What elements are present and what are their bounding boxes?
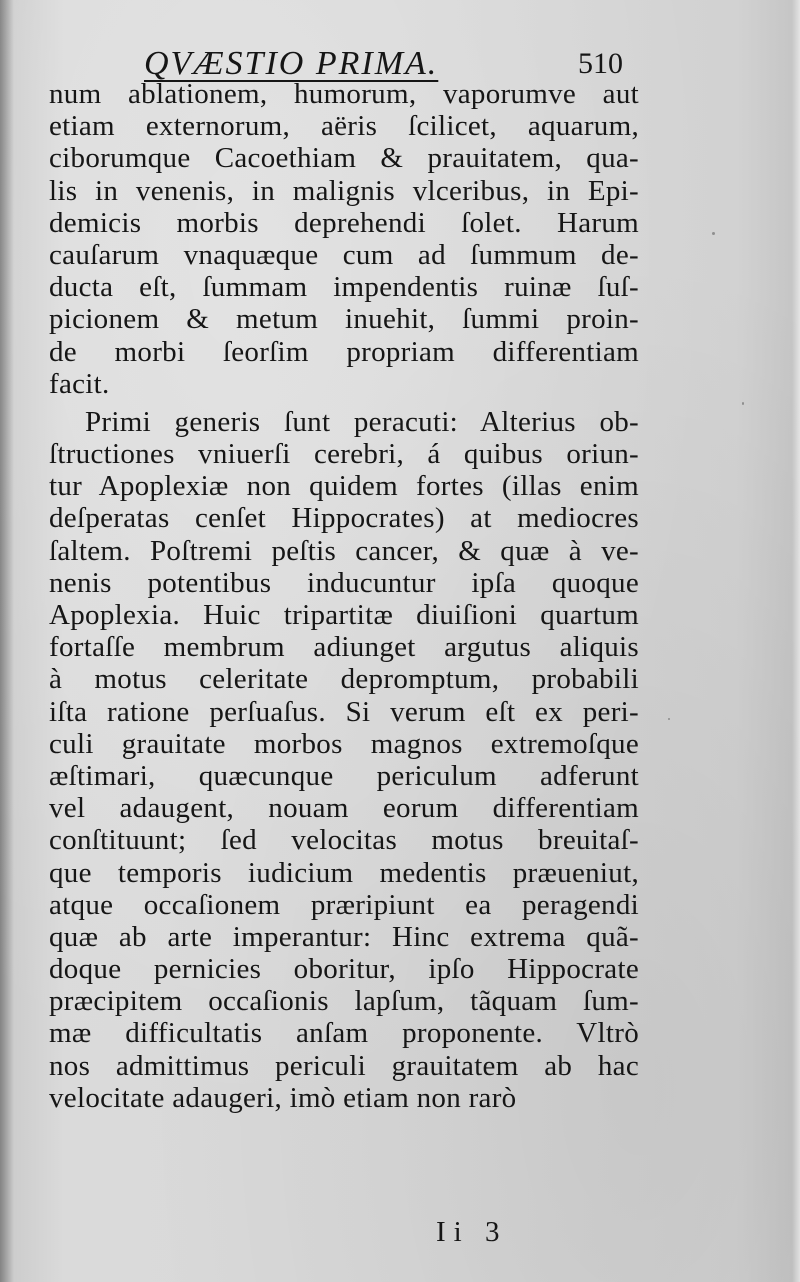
text-line: de morbi ſeorſim propriam differentiam [49,335,639,368]
text-line: lis in venenis, in malignis vlceribus, in Epi- [49,174,639,207]
binding-shadow [0,0,14,1282]
paper-speck [668,718,670,720]
text-line: à motus celeritate depromptum, probabili [49,663,639,696]
text-line: nos admittimus periculi grauitatem ab hac [49,1049,639,1082]
text-line: vel adaugent, nouam eorum differentiam [49,792,639,825]
signature-mark: Ii 3 [436,1216,508,1248]
text-line: culi grauitate morbos magnos extremoſque [49,727,639,760]
text-line: mæ difficultatis anſam proponente. Vltrò [49,1017,639,1050]
text-line: cauſarum vnaquæque cum ad ſummum de- [49,238,639,271]
running-title: QVÆSTIO PRIMA. [144,45,439,82]
text-line: que temporis iudicium medentis præueniut, [49,856,639,889]
text-line: ſtructiones vniuerſi cerebri, á quibus oriun- [49,438,639,471]
text-line: Primi generis ſunt peracuti: Alterius ob- [85,405,639,438]
text-line: quæ ab arte imperantur: Hinc extrema quã- [49,920,639,953]
text-line: velocitate adaugeri, imò etiam non rarò [49,1081,517,1114]
paragraph [49,78,639,400]
text-line: Apoplexia. Huic tripartitæ diuiſioni quartum [49,599,639,631]
text-line: ſaltem. Poſtremi peſtis cancer, & quæ à ve- [49,534,639,567]
paper-speck [742,402,744,405]
text-line: nenis potentibus inducuntur ipſa quoque [49,566,639,599]
text-line: ducta eſt, ſummam impendentis ruinæ ſuſ- [49,271,639,304]
text-line: ciborumque Cacoethiam & prauitatem, qua- [49,142,639,175]
text-line: demicis morbis deprehendi ſolet. Harum [49,206,639,239]
text-line: etiam externorum, aëris ſcilicet, aquarum, [49,110,639,143]
paper-speck [712,232,715,235]
text-line: num ablationem, humorum, vaporumve aut [49,78,639,110]
paragraph [49,406,639,1114]
text-line: atque occaſionem præripiunt ea peragendi [49,888,639,921]
page-number: 510 [578,47,623,80]
text-line: æſtimari, quæcunque periculum adferunt [49,759,639,792]
text-line: facit. [49,367,110,400]
text-line: picionem & metum inuehit, ſummi proin- [49,303,639,336]
text-line: doque pernicies oboritur, ipſo Hippocrate [49,953,639,986]
page-edge [792,0,800,1282]
text-line: iſta ratione perſuaſus. Si verum eſt ex peri- [49,695,639,728]
text-line: conſtituunt; ſed velocitas motus breuitaſ- [49,824,639,857]
body-text [49,78,639,1114]
text-line: præcipitem occaſionis lapſum, tãquam ſum- [49,985,639,1018]
text-line: fortaſſe membrum adiunget argutus aliquis [49,631,639,664]
text-line: deſperatas cenſet Hippocrates) at mediocres [49,502,639,535]
text-line: tur Apoplexiæ non quidem fortes (illas enim [49,470,639,503]
